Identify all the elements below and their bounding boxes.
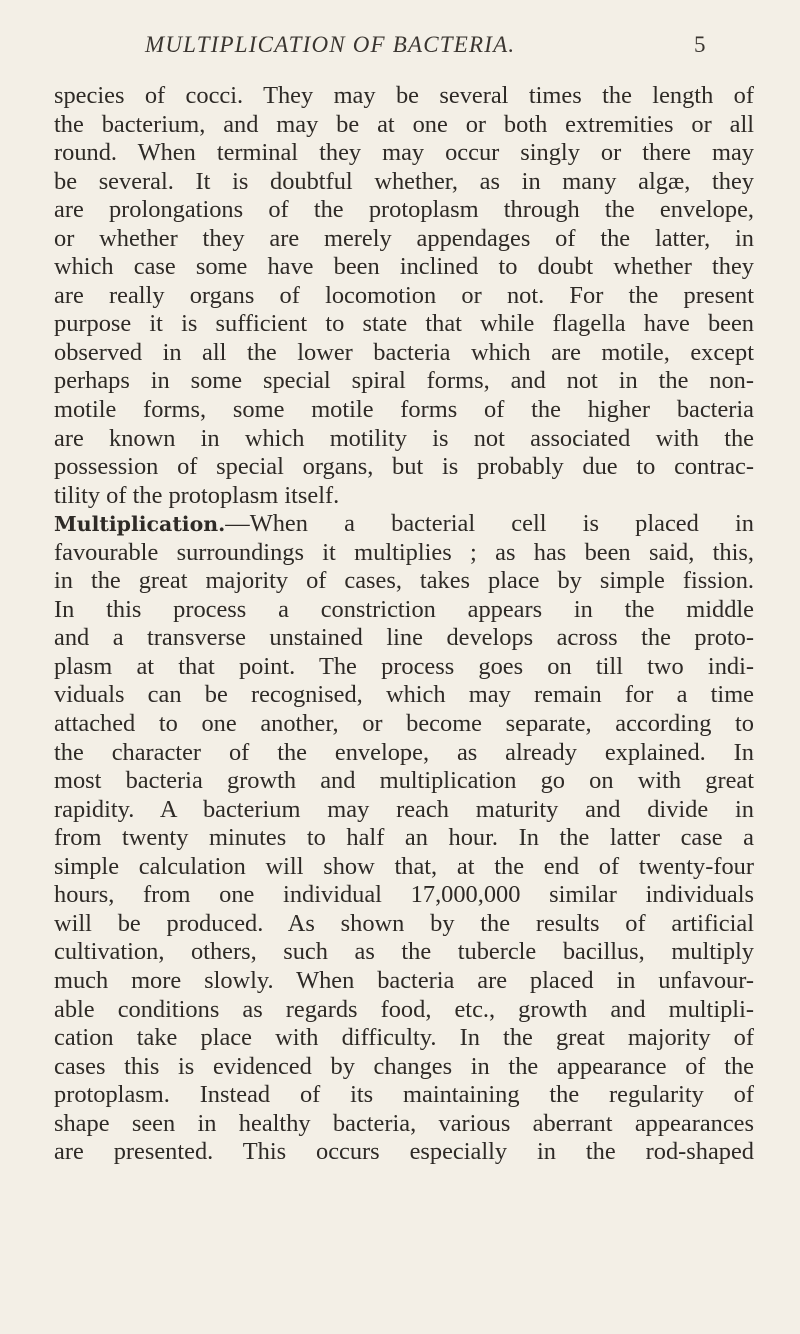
paragraph-multiplication — [54, 539, 754, 1167]
text-line: will be produced. As shown by the results of artificial — [54, 909, 754, 937]
text-line: be several. It is doubtful whether, as in many algæ, they — [54, 167, 754, 195]
text-line: shape seen in healthy bacteria, various aberrant appearances — [54, 1109, 754, 1137]
section-heading-line — [54, 510, 754, 539]
text-line: are prolongations of the protoplasm through the envelope, — [54, 196, 754, 224]
text-line: cultivation, others, such as the tubercle bacillus, multiply — [54, 938, 754, 966]
section-heading: Multiplication. — [54, 512, 226, 537]
text-line: round. When terminal they may occur singly or there may — [54, 139, 754, 167]
text-line: the bacterium, and may be at one or both extremities or all — [54, 110, 754, 138]
text-line: are really organs of locomotion or not. For the present — [54, 281, 754, 309]
text-line: perhaps in some special spiral forms, and not in the non- — [54, 367, 754, 395]
text-line: possession of special organs, but is probably due to contrac- — [54, 453, 754, 481]
text-line: able conditions as regards food, etc., growth and multipli- — [54, 995, 754, 1023]
text-line: cation take place with difficulty. In the great majority of — [54, 1024, 754, 1052]
text-line: from twenty minutes to half an hour. In the latter case a — [54, 824, 754, 852]
text-line: protoplasm. Instead of its maintaining the regularity of — [54, 1081, 754, 1109]
text-line: simple calculation will show that, at the end of twenty-four — [54, 852, 754, 880]
text-line: and a transverse unstained line develops across the proto- — [54, 624, 754, 652]
text-line: or whether they are merely appendages of the latter, in — [54, 224, 754, 252]
text-line: are presented. This occurs especially in the rod-shaped — [54, 1138, 754, 1166]
text-line: In this process a constriction appears in the middle — [54, 595, 754, 623]
page-number: 5 — [694, 32, 706, 57]
text-line: favourable surroundings it multiplies ; as has been said, this, — [54, 538, 754, 566]
text-line: tility of the protoplasm itself. — [54, 481, 340, 509]
running-title: MULTIPLICATION OF BACTERIA. — [145, 32, 516, 57]
text-line: hours, from one individual 17,000,000 similar individuals — [54, 881, 754, 909]
text-line: motile forms, some motile forms of the higher bacteria — [54, 396, 754, 424]
text-line: rapidity. A bacterium may reach maturity and divide in — [54, 795, 754, 823]
text-line: in the great majority of cases, takes place by simple fission. — [54, 567, 754, 595]
running-header — [0, 32, 800, 62]
text-line: viduals can be recognised, which may remain for a time — [54, 681, 754, 709]
section-heading-rest: —When a bacterial cell is placed in — [225, 510, 754, 538]
text-line: plasm at that point. The process goes on till two indi- — [54, 652, 754, 680]
body-text — [54, 82, 754, 1167]
text-line: observed in all the lower bacteria which are motile, except — [54, 338, 754, 366]
text-line: purpose it is sufficient to state that while flagella have been — [54, 310, 754, 338]
text-line: species of cocci. They may be several times the length of — [54, 82, 754, 109]
text-line: most bacteria growth and multiplication go on with great — [54, 767, 754, 795]
text-line: are known in which motility is not associated with the — [54, 424, 754, 452]
text-line: much more slowly. When bacteria are placed in unfavour- — [54, 966, 754, 994]
text-line: cases this is evidenced by changes in the appearance of the — [54, 1052, 754, 1080]
text-line: the character of the envelope, as already explained. In — [54, 738, 754, 766]
text-line: which case some have been inclined to doubt whether they — [54, 253, 754, 281]
paragraph-continued — [54, 82, 754, 510]
text-line: attached to one another, or become separate, according to — [54, 710, 754, 738]
